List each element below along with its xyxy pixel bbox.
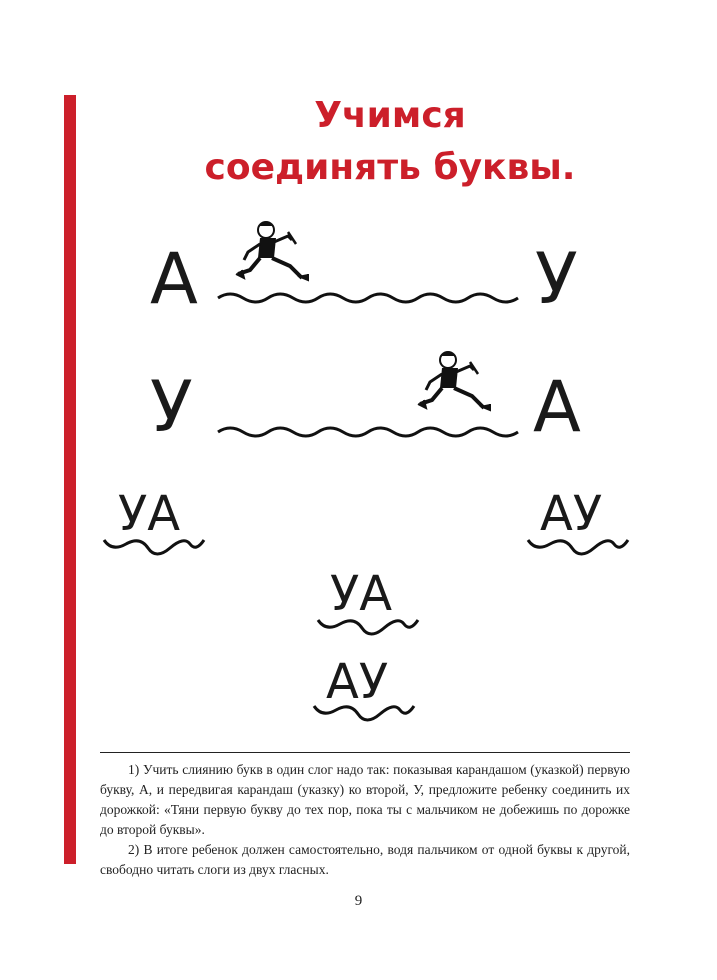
page-title-line-1: Учимся xyxy=(314,95,466,136)
instruction-paragraph-2: 2) В итоге ребенок должен самостоятельно, водя пальчиком от одной буквы к другой, свободно читать слоги из двух гласных. xyxy=(100,842,630,877)
syllable-center-bottom-wave-icon xyxy=(314,702,416,722)
syllable-center-top: УА xyxy=(330,566,393,622)
syllable-center-top-wave-icon xyxy=(318,616,420,636)
row2-wavy-path-icon xyxy=(218,420,520,442)
instructions xyxy=(100,760,630,880)
row1-running-boy-icon xyxy=(236,218,316,284)
row1-right-letter: У xyxy=(535,238,578,320)
row1-left-letter: А xyxy=(150,238,198,320)
separator-rule xyxy=(100,752,630,753)
row2-right-letter: А xyxy=(533,366,581,448)
page-title-line-2: соединять буквы. xyxy=(204,147,576,188)
syllable-left: УА xyxy=(118,486,181,542)
row1-wavy-path-icon xyxy=(218,286,520,308)
page-number: 9 xyxy=(354,893,363,909)
syllable-left-wave-icon xyxy=(104,536,206,556)
syllable-right: АУ xyxy=(540,486,603,542)
syllable-center-bottom: АУ xyxy=(326,654,389,710)
row2-running-boy-icon xyxy=(418,348,498,414)
red-side-bar xyxy=(64,95,76,864)
syllable-right-wave-icon xyxy=(528,536,630,556)
instruction-paragraph-1: 1) Учить слиянию букв в один слог надо так: показывая карандашом (указкой) первую букву, А, и передвигая карандаш (указку) ко второй, У, предложите ребенку соединить их дорожкой: «Тяни первую букву до тех пор, пока ты с мальчиком не добежишь по дорожке до второй буквы». xyxy=(100,762,630,837)
row2-left-letter: У xyxy=(150,366,193,448)
